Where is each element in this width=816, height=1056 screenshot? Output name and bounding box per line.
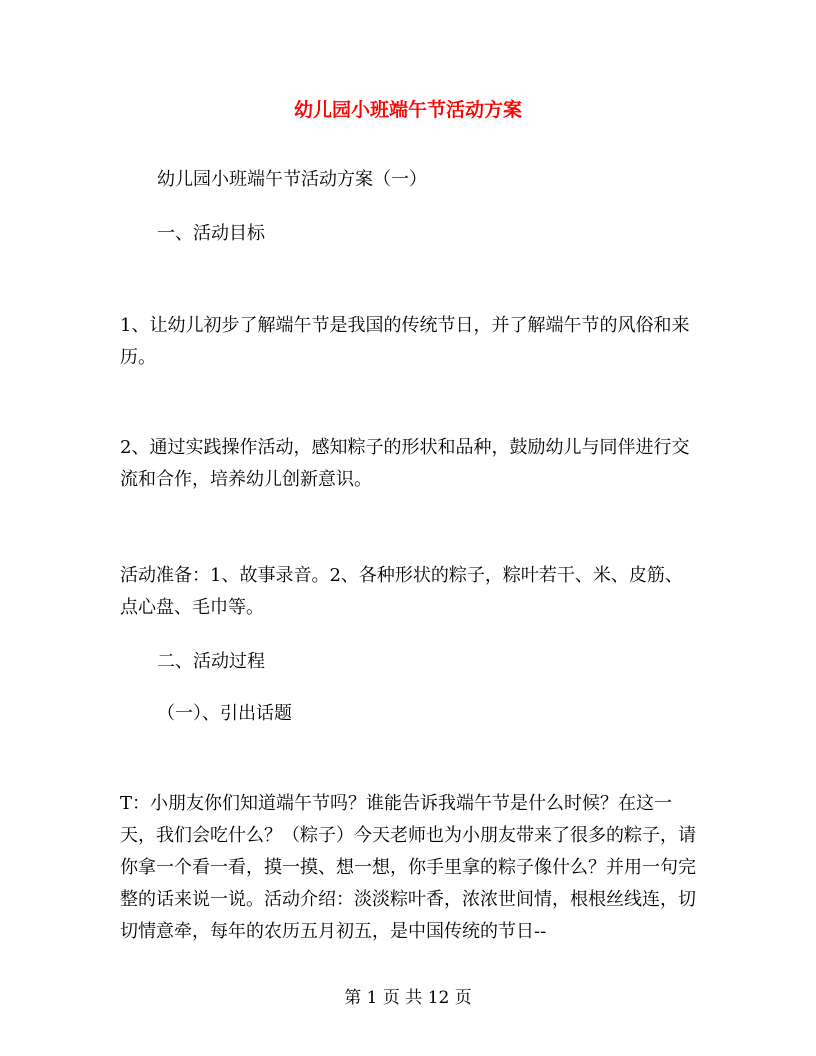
section-heading-process: 二、活动过程 xyxy=(157,651,265,672)
paragraph-objective-1: 1、让幼儿初步了解端午节是我国的传统节日，并了解端午节的风俗和来历。 xyxy=(120,315,690,368)
paragraph-preparation: 活动准备：1、故事录音。2、各种形状的粽子，粽叶若干、米、皮筋、点心盘、毛巾等。 xyxy=(120,565,683,618)
paragraph-dialogue: T：小朋友你们知道端午节吗？谁能告诉我端午节是什么时候？在这一天，我们会吃什么？（粽子）今天老师也为小朋友带来了很多的粽子，请你拿一个看一看，摸一摸、想一想，你手里拿的粽子像什么？并用一句完整的话来说一说。活动介绍：淡淡粽叶香，浓浓世间情，根根丝线连，切切情意牵，每年的农历五月初五，是中国传统的节日-- xyxy=(120,793,696,942)
page-number-footer: 第 1 页 共 12 页 xyxy=(344,988,472,1008)
section-heading-introduce-topic: （一）、引出话题 xyxy=(157,703,292,724)
section-heading-objectives: 一、活动目标 xyxy=(157,223,265,244)
document-title: 幼儿园小班端午节活动方案 xyxy=(293,99,522,121)
section-heading-plan-one: 幼儿园小班端午节活动方案（一） xyxy=(157,169,427,190)
paragraph-objective-2: 2、通过实践操作活动，感知粽子的形状和品种，鼓励幼儿与同伴进行交流和合作，培养幼儿创新意识。 xyxy=(120,437,690,490)
